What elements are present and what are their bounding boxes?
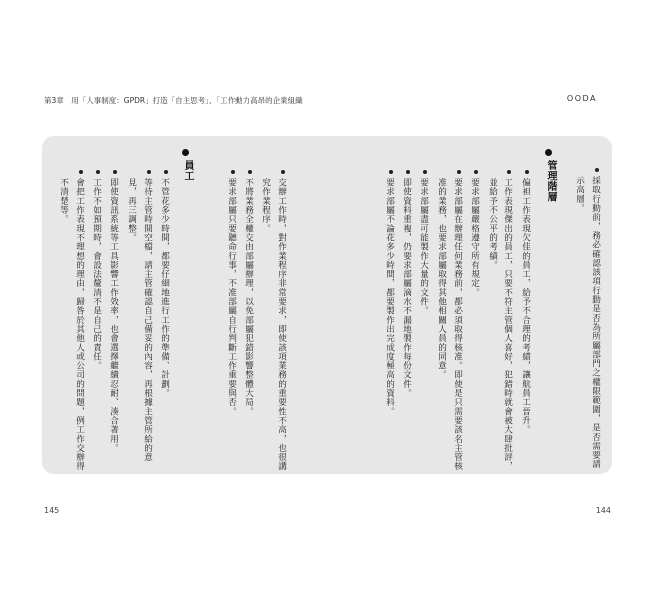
management-item-bullet	[457, 170, 461, 174]
staff-item-bullet	[113, 170, 117, 174]
staff-item-bullet	[147, 170, 151, 174]
staff-item-line: 會把工作表現不理想的理由，歸咎於其他人或公司的問題，例工作交辦得	[74, 178, 85, 471]
intro-line: 採取行動前，務必確認該項行動是否為所屬部門之權限範圍，是否需要請	[590, 176, 601, 469]
intro-line: 示高層。	[574, 176, 585, 213]
staff-item-line: 究作業程序。	[260, 178, 271, 233]
staff-item-line: 見，再三調整。	[126, 178, 137, 243]
intro-bullet	[595, 168, 599, 172]
management-heading: 管理階層	[545, 160, 556, 202]
page-number-left: 145	[44, 506, 60, 515]
staff-heading: 員工	[182, 160, 193, 181]
management-item-line: 要求部屬不論花多少時間，都要製作出完成度極高的資料。	[384, 178, 395, 416]
management-item-line: 要求部屬嚴格遵守所有規定。	[469, 178, 480, 297]
brand-header: OODA	[566, 94, 597, 103]
staff-item-line: 不將業務全權交由部屬辦理，以免部屬犯錯影響整體大局。	[243, 178, 254, 416]
staff-item-bullet	[164, 170, 168, 174]
staff-item-bullet	[96, 170, 100, 174]
management-item-line: 准的業務，也要求部屬取得其他相關人員的同意。	[436, 178, 447, 380]
staff-item-line: 即使資訊系統等工具影響工作效率，也會選擇繼續忍耐、湊合著用。	[108, 178, 119, 453]
management-heading-dot	[545, 149, 552, 156]
management-item-line: 偏袒工作表現欠佳的員工，給予不合理的考績，讓航員工晉升。	[520, 178, 531, 435]
management-item-bullet	[406, 170, 410, 174]
management-item-line: 工作表現傑出的員工，只要不符主管個人喜好，犯錯時就會被大肆批評，	[502, 178, 513, 471]
staff-item-line: 要求部屬只要聽命行事，不准部屬自行判斷工作重要與否。	[226, 178, 237, 416]
chapter-header: 第3章 用「人事制度：GPDR」打造「自主思考」、「工作動力高昂的企業組織	[44, 96, 303, 105]
management-item-bullet	[423, 170, 427, 174]
staff-item-bullet	[248, 170, 252, 174]
management-item-line: 即使資料重複，仍要求部屬滴水不漏地製作每份文件。	[401, 178, 412, 398]
management-item-line: 要求部屬在辦理任何業務前，都必須取得核准。即使是只需要該名主管核	[452, 178, 463, 471]
management-item-bullet	[507, 170, 511, 174]
staff-item-line: 不清楚等。	[58, 178, 69, 224]
management-item-bullet	[389, 170, 393, 174]
management-item-line: 要求部屬盡可能製作大量的文件。	[418, 178, 429, 316]
staff-item-line: 不管花多少時間，都要仔細地進行工作的準備、計劃。	[159, 178, 170, 398]
staff-item-bullet	[79, 170, 83, 174]
page-number-right: 144	[595, 506, 611, 515]
staff-item-line: 等待主管時間空檔，請主管確認自己備妥的內容，再根據主管所給的意	[142, 178, 153, 462]
staff-item-line: 交辦工作時，對作業程序非常要求，即使該項業務的重要性不高，也很講	[276, 178, 287, 471]
staff-item-bullet	[231, 170, 235, 174]
management-item-bullet	[474, 170, 478, 174]
staff-item-bullet	[281, 170, 285, 174]
management-item-line: 並給予不公平的考績。	[487, 178, 498, 270]
staff-item-line: 工作不如預期時，會設法釐清不是自己的責任。	[91, 178, 102, 371]
staff-heading-dot	[182, 149, 189, 156]
management-item-bullet	[525, 170, 529, 174]
